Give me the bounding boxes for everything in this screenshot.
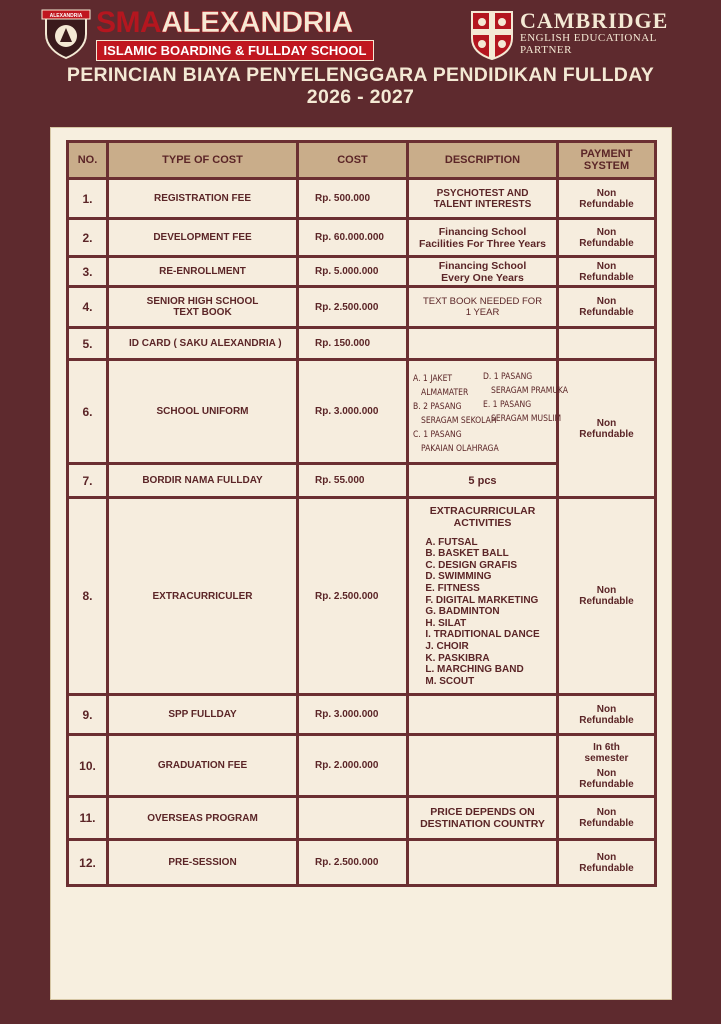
row-payment: Non Refundable [558, 695, 656, 735]
list-item: D. SWIMMING [425, 571, 492, 583]
list-item: E. FITNESS [425, 583, 480, 595]
row-type: GRADUATION FEE [108, 735, 298, 797]
table-row [68, 257, 656, 287]
row-no: 9. [68, 695, 108, 735]
cambridge-partner: CAMBRIDGE ENGLISH EDUCATIONAL PARTNER [520, 8, 669, 56]
list-item: K. PASKIBRA [425, 652, 490, 664]
list-item: M. SCOUT [425, 675, 475, 687]
header-cost: COST [298, 142, 408, 179]
header [0, 0, 721, 125]
row-description [408, 695, 558, 735]
row-description [408, 498, 558, 695]
school-brand [96, 8, 374, 61]
school-name: SMAALEXANDRIA [96, 6, 353, 39]
table-row [68, 840, 656, 886]
row-description: PSYCHOTEST AND TALENT INTERESTS [408, 179, 558, 219]
row-cost: Rp. 55.000 [298, 464, 408, 498]
activities-list [425, 537, 539, 688]
list-item: L. MARCHING BAND [425, 664, 524, 676]
row-payment: In 6th semester Non Refundable [558, 735, 656, 797]
row-payment: Non Refundable [558, 840, 656, 886]
row-description: PRICE DEPENDS ON DESTINATION COUNTRY [408, 797, 558, 840]
row-type: ID CARD ( SAKU ALEXANDRIA ) [108, 328, 298, 360]
row-description: 5 pcs [408, 464, 558, 498]
row-description: TEXT BOOK NEEDED FOR 1 YEAR [408, 287, 558, 328]
row-cost: Rp. 150.000 [298, 328, 408, 360]
row-no: 7. [68, 464, 108, 498]
row-payment: Non Refundable [558, 179, 656, 219]
list-item: A. FUTSAL [425, 536, 478, 548]
row-cost: Rp. 3.000.000 [298, 695, 408, 735]
table-row [68, 695, 656, 735]
list-item: F. DIGITAL MARKETING [425, 594, 539, 606]
row-no: 5. [68, 328, 108, 360]
uniform-list: A. 1 JAKET ALMAMATER B. 2 PASANG SERAGAM SEKOLAH C. 1 PASANG PAKAIAN OLAHRAGA D. 1 PASANG SERAGAM PRAMUKA E. 1 PASANG SERAGAM MUSLIM [413, 371, 569, 454]
row-payment: Non Refundable [558, 219, 656, 257]
svg-text:ALEXANDRIA: ALEXANDRIA [49, 13, 83, 19]
list-item: H. SILAT [425, 617, 467, 629]
row-description: Financing School Facilities For Three Years [408, 219, 558, 257]
row-type: BORDIR NAMA FULLDAY [108, 464, 298, 498]
row-description [408, 840, 558, 886]
list-item: I. TRADITIONAL DANCE [425, 629, 540, 641]
table-row [68, 287, 656, 328]
list-item: C. DESIGN GRAFIS [425, 559, 518, 571]
row-cost [298, 797, 408, 840]
row-cost: Rp. 60.000.000 [298, 219, 408, 257]
row-type: PRE-SESSION [108, 840, 298, 886]
row-payment: Non Refundable [558, 257, 656, 287]
row-no: 6. [68, 360, 108, 464]
row-type: SCHOOL UNIFORM [108, 360, 298, 464]
table-row [68, 360, 656, 464]
row-type: RE-ENROLLMENT [108, 257, 298, 287]
cambridge-shield-icon [470, 10, 514, 60]
table-row [68, 735, 656, 797]
row-no: 1. [68, 179, 108, 219]
row-type: DEVELOPMENT FEE [108, 219, 298, 257]
header-payment: PAYMENT SYSTEM [558, 142, 656, 179]
header-no: NO. [68, 142, 108, 179]
row-payment: Non Refundable [558, 360, 656, 498]
row-type: REGISTRATION FEE [108, 179, 298, 219]
row-no: 2. [68, 219, 108, 257]
row-cost: Rp. 2.500.000 [298, 498, 408, 695]
row-cost: Rp. 2.500.000 [298, 287, 408, 328]
row-cost: Rp. 2.500.000 [298, 840, 408, 886]
list-item: J. CHOIR [425, 640, 469, 652]
row-cost: Rp. 5.000.000 [298, 257, 408, 287]
row-no: 11. [68, 797, 108, 840]
row-payment: Non Refundable [558, 797, 656, 840]
row-type: SPP FULLDAY [108, 695, 298, 735]
header-description: DESCRIPTION [408, 142, 558, 179]
row-payment: Non Refundable [558, 287, 656, 328]
table-row [68, 179, 656, 219]
row-type: EXTRACURRICULER [108, 498, 298, 695]
row-description [408, 360, 569, 464]
row-no: 4. [68, 287, 108, 328]
extracurricular-title: EXTRACURRICULAR ACTIVITIES [429, 504, 536, 529]
school-crest-icon [40, 8, 92, 60]
row-cost: Rp. 3.000.000 [298, 360, 408, 464]
school-subtitle: ISLAMIC BOARDING & FULLDAY SCHOOL [96, 40, 374, 61]
fee-table [66, 140, 657, 887]
page-title: PERINCIAN BIAYA PENYELENGGARA PENDIDIKAN FULLDAY 2026 - 2027 [66, 64, 655, 108]
row-description: Financing School Every One Years [408, 257, 558, 287]
table-row [68, 219, 656, 257]
row-payment [558, 328, 656, 360]
row-no: 10. [68, 735, 108, 797]
row-cost: Rp. 500.000 [298, 179, 408, 219]
list-item: B. BASKET BALL [425, 548, 509, 560]
list-item: G. BADMINTON [425, 606, 500, 618]
table-header-row [68, 142, 656, 179]
table-row [68, 797, 656, 840]
table-row [68, 498, 656, 695]
row-description [408, 328, 558, 360]
row-type: OVERSEAS PROGRAM [108, 797, 298, 840]
table-row [68, 328, 656, 360]
row-no: 8. [68, 498, 108, 695]
row-no: 12. [68, 840, 108, 886]
row-no: 3. [68, 257, 108, 287]
row-type: SENIOR HIGH SCHOOL TEXT BOOK [108, 287, 298, 328]
row-cost: Rp. 2.000.000 [298, 735, 408, 797]
row-description [408, 735, 558, 797]
row-payment: Non Refundable [558, 498, 656, 695]
header-type: TYPE OF COST [108, 142, 298, 179]
